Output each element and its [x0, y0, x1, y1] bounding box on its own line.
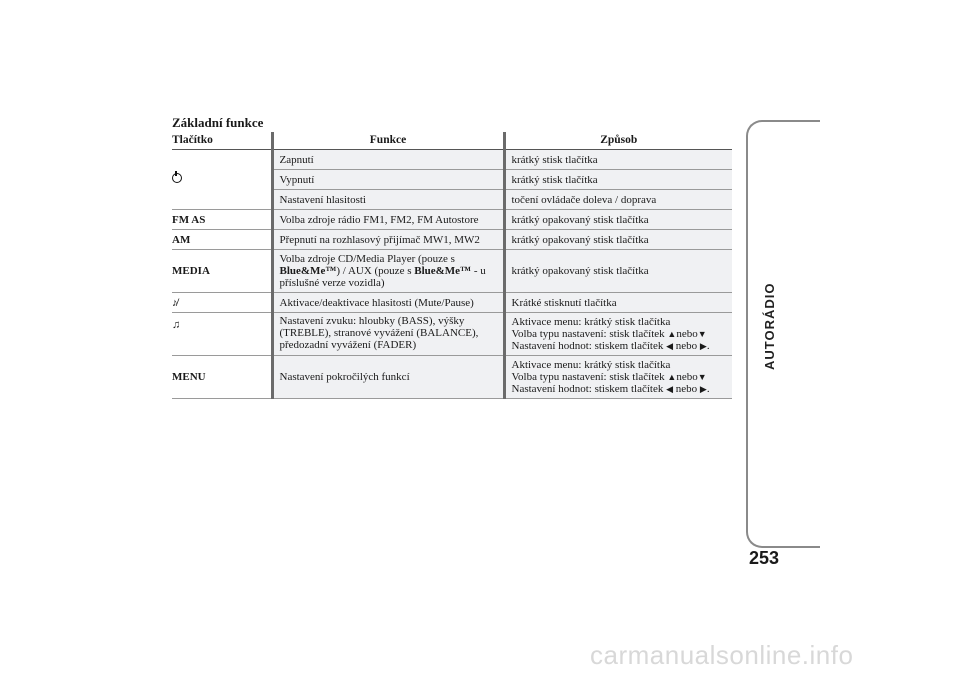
method-cell: Krátké stisknutí tlačítka [504, 293, 732, 313]
table-header-row [172, 132, 732, 150]
function-cell: Nastavení hlasitosti [272, 190, 504, 210]
function-cell: Přepnutí na rozhlasový přijímač MW1, MW2 [272, 230, 504, 250]
method-line [512, 371, 727, 383]
method-cell: krátký stisk tlačítka [504, 170, 732, 190]
method-line: Aktivace menu: krátký stisk tlačítka [511, 316, 671, 328]
brand-name: Blue&Me™ [279, 265, 337, 277]
function-text: - u příslušné verze vozidla) [279, 265, 486, 289]
method-text: . [706, 340, 710, 352]
brand-name: Blue&Me™ [414, 265, 472, 277]
arrow-left-icon: ◀ [666, 341, 674, 351]
table-row [172, 293, 732, 313]
mute-key-cell [172, 293, 272, 313]
key-label: FM AS [172, 210, 272, 230]
method-text: nebo [675, 383, 698, 395]
arrow-up-icon: ▲ [667, 329, 677, 339]
function-cell: Zapnutí [272, 150, 504, 170]
chapter-tab [746, 120, 820, 548]
power-key-cell [172, 150, 272, 210]
method-text: Nastavení hodnot: stiskem tlačítek [511, 383, 664, 395]
arrow-up-icon: ▲ [667, 372, 677, 382]
method-cell [504, 313, 732, 356]
function-cell: Vypnutí [272, 170, 504, 190]
method-line [512, 340, 727, 352]
arrow-right-icon: ▶ [699, 341, 707, 351]
method-line [512, 383, 727, 395]
method-text: Volba typu nastavení: stisk tlačítek [511, 328, 665, 340]
key-label: MENU [172, 356, 272, 399]
method-line: Aktivace menu: krátký stisk tlačítka [511, 359, 671, 371]
function-cell: Volba zdroje rádio FM1, FM2, FM Autostore [272, 210, 504, 230]
function-cell: Nastavení zvuku: hloubky (BASS), výšky (TREBLE), stranové vyvážení (BALANCE), předozadní vyvážení (FADER) [272, 313, 504, 356]
mute-icon: ♪̸ [172, 296, 178, 309]
function-cell [272, 250, 504, 293]
function-text: ) / AUX (pouze s [336, 265, 412, 277]
table-row [172, 150, 732, 170]
method-cell: točení ovládače doleva / doprava [504, 190, 732, 210]
function-cell: Nastavení pokročilých funkcí [272, 356, 504, 399]
arrow-down-icon: ▼ [697, 372, 707, 382]
method-text: Volba typu nastavení: stisk tlačítek [511, 371, 665, 383]
table-row [172, 230, 732, 250]
table-row [172, 210, 732, 230]
method-cell: krátký opakovaný stisk tlačítka [504, 230, 732, 250]
key-label: AM [172, 230, 272, 250]
arrow-down-icon: ▼ [697, 329, 707, 339]
arrow-left-icon: ◀ [666, 384, 674, 394]
method-cell: krátký opakovaný stisk tlačítka [504, 210, 732, 230]
key-label: MEDIA [172, 250, 272, 293]
table-row [172, 313, 732, 356]
header-function: Funkce [272, 132, 504, 150]
chapter-tab-label: AUTORÁDIO [762, 282, 777, 370]
method-text: nebo [676, 328, 698, 340]
method-text: Nastavení hodnot: stiskem tlačítek [511, 340, 664, 352]
functions-table [172, 132, 732, 399]
page-number: 253 [749, 548, 780, 568]
method-cell: krátký stisk tlačítka [504, 150, 732, 170]
header-button: Tlačítko [172, 132, 272, 150]
method-line [512, 328, 727, 340]
header-method: Způsob [504, 132, 732, 150]
method-text: . [706, 383, 710, 395]
music-note-icon: ♫ [172, 319, 181, 331]
arrow-right-icon: ▶ [699, 384, 707, 394]
section-title: Základní funkce [172, 115, 264, 130]
function-cell: Aktivace/deaktivace hlasitosti (Mute/Pause) [272, 293, 504, 313]
method-text: nebo [675, 340, 698, 352]
method-cell: krátký opakovaný stisk tlačítka [504, 250, 732, 293]
power-icon [172, 173, 182, 183]
audio-key-cell [172, 313, 272, 356]
method-cell [504, 356, 732, 399]
function-text: Volba zdroje CD/Media Player (pouze s [279, 253, 455, 265]
table-row [172, 356, 732, 399]
watermark: carmanualsonline.info [590, 640, 854, 670]
table-row [172, 250, 732, 293]
method-text: nebo [676, 371, 698, 383]
